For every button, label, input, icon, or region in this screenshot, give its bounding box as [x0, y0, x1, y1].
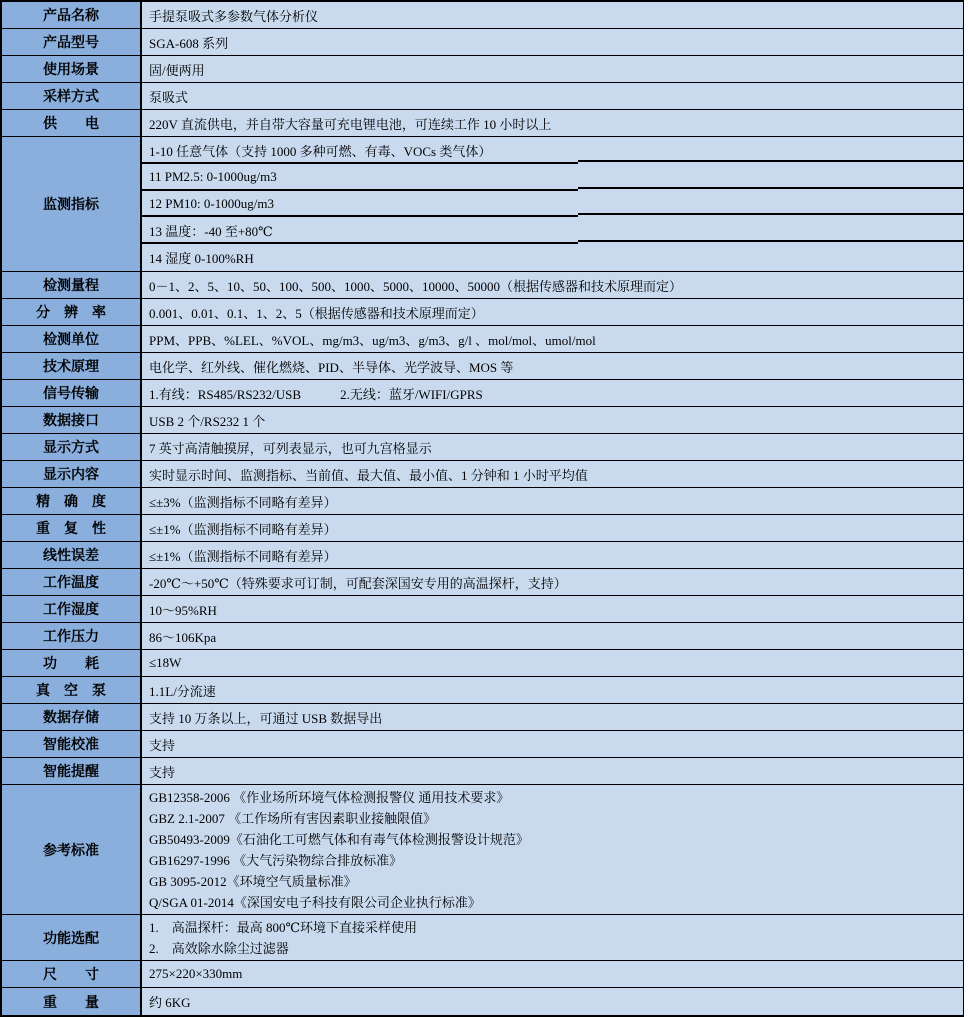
table-row: [2, 407, 963, 434]
table-row: [2, 961, 963, 988]
table-row: [2, 988, 963, 1015]
spec-line: GB 3095-2012《环境空气质量标准》: [149, 873, 357, 889]
row-value-cell: 86～106Kpa: [142, 623, 963, 649]
row-label-cell: 尺 寸: [2, 961, 142, 987]
row-value-cell: 固/便两用: [142, 56, 963, 82]
table-row: [2, 29, 963, 56]
spec-line: GBZ 2.1-2007 《工作场所有害因素职业接触限值》: [149, 810, 437, 826]
row-label-cell: 检测单位: [2, 326, 142, 352]
spec-line: Q/SGA 01-2014《深国安电子科技有限公司企业执行标准》: [149, 894, 481, 910]
row-value-cell: 支持: [142, 731, 963, 757]
spec-line: 2. 高效除水除尘过滤器: [149, 940, 289, 956]
row-label-cell: 智能提醒: [2, 758, 142, 784]
table-row: [2, 488, 963, 515]
table-row: [2, 515, 963, 542]
table-row: [2, 353, 963, 380]
row-label-cell: 产品型号: [2, 29, 142, 55]
table-row: [2, 272, 963, 299]
row-label-cell: 信号传输: [2, 380, 142, 406]
table-row: [2, 434, 963, 461]
row-label-cell: 功能选配: [2, 915, 142, 960]
row-label-cell: 数据接口: [2, 407, 142, 433]
row-value-cell: ≤±1%（监测指标不同略有差异）: [142, 515, 963, 541]
table-row: [2, 56, 963, 83]
row-label-cell: 使用场景: [2, 56, 142, 82]
table-row: [2, 704, 963, 731]
table-row: [2, 677, 963, 704]
row-value-cell: 支持: [142, 758, 963, 784]
row-label-cell: 工作压力: [2, 623, 142, 649]
table-row: [2, 137, 963, 272]
row-label-cell: 采样方式: [2, 83, 142, 109]
table-row: [2, 915, 963, 961]
row-value-cell: 1.有线：RS485/RS232/USB 2.无线：蓝牙/WIFI/GPRS: [142, 380, 963, 406]
row-value-cell: -20℃～+50℃（特殊要求可订制，可配套深国安专用的高温探杆，支持）: [142, 569, 963, 595]
row-label-cell: 重 复 性: [2, 515, 142, 541]
row-label-cell: 供 电: [2, 110, 142, 136]
row-value-cell: 电化学、红外线、催化燃烧、PID、半导体、光学波导、MOS 等: [142, 353, 963, 379]
monitor-item: 1-10 任意气体（支持 1000 多种可燃、有毒、VOCs 类气体）: [142, 137, 963, 164]
row-label-cell: 分 辨 率: [2, 299, 142, 325]
row-label-cell: 检测量程: [2, 272, 142, 298]
row-value-cell: SGA-608 系列: [142, 29, 963, 55]
row-label-cell: 技术原理: [2, 353, 142, 379]
monitor-item: 13 温度：-40 至+80℃: [142, 217, 963, 244]
row-label-cell: 线性误差: [2, 542, 142, 568]
row-value-cell: 10～95%RH: [142, 596, 963, 622]
monitor-item: 14 湿度 0-100%RH: [149, 251, 254, 267]
row-value-cell: [142, 137, 963, 271]
spec-line: GB50493-2009《石油化工可燃气体和有毒气体检测报警设计规范》: [149, 831, 529, 847]
row-label-cell: 数据存储: [2, 704, 142, 730]
row-label-cell: 重 量: [2, 988, 142, 1015]
row-label-cell: 显示内容: [2, 461, 142, 487]
row-value-cell: 0.001、0.01、0.1、1、2、5（根据传感器和技术原理而定）: [142, 299, 963, 325]
row-value-cell: 0－1、2、5、10、50、100、500、1000、5000、10000、50000（根据传感器和技术原理而定）: [142, 272, 963, 298]
row-value-cell: ≤±1%（监测指标不同略有差异）: [142, 542, 963, 568]
table-row: [2, 110, 963, 137]
row-label-cell: 精 确 度: [2, 488, 142, 514]
row-value-cell: ≤±3%（监测指标不同略有差异）: [142, 488, 963, 514]
row-value-cell: [142, 785, 963, 914]
row-label-cell: 产品名称: [2, 2, 142, 28]
row-value-cell: 1.1L/分流速: [142, 677, 963, 703]
table-row: [2, 326, 963, 353]
row-value-cell: 泵吸式: [142, 83, 963, 109]
table-row: [2, 650, 963, 677]
monitor-item: 12 PM10: 0-1000ug/m3: [142, 191, 963, 218]
table-row: [2, 461, 963, 488]
table-row: [2, 569, 963, 596]
spec-line: 1. 高温探杆：最高 800℃环境下直接采样使用: [149, 919, 418, 935]
row-label-cell: 真 空 泵: [2, 677, 142, 703]
row-value-cell: PPM、PPB、%LEL、%VOL、mg/m3、ug/m3、g/m3、g/l 、mol/mol、umol/mol: [142, 326, 963, 352]
row-value-cell: ≤18W: [142, 650, 963, 676]
table-row: [2, 785, 963, 915]
table-row: [2, 542, 963, 569]
row-value-cell: 275×220×330mm: [142, 961, 963, 987]
monitor-item: 11 PM2.5: 0-1000ug/m3: [142, 164, 963, 191]
row-value-cell: 实时显示时间、监测指标、当前值、最大值、最小值、1 分钟和 1 小时平均值: [142, 461, 963, 487]
row-label-cell: 功 耗: [2, 650, 142, 676]
row-value-cell: USB 2 个/RS232 1 个: [142, 407, 963, 433]
table-row: [2, 758, 963, 785]
table-row: [2, 731, 963, 758]
row-value-cell: 支持 10 万条以上，可通过 USB 数据导出: [142, 704, 963, 730]
table-row: [2, 299, 963, 326]
row-label-cell: 工作温度: [2, 569, 142, 595]
row-label-cell: 参考标准: [2, 785, 142, 914]
table-row: [2, 623, 963, 650]
row-value-cell: 约 6KG: [142, 988, 963, 1015]
row-label-cell: 工作湿度: [2, 596, 142, 622]
row-value-cell: [142, 915, 963, 960]
row-value-cell: 220V 直流供电，并自带大容量可充电锂电池，可连续工作 10 小时以上: [142, 110, 963, 136]
row-value-cell: 手提泵吸式多参数气体分析仪: [142, 2, 963, 28]
row-label-cell: 显示方式: [2, 434, 142, 460]
row-value-cell: 7 英寸高清触摸屏，可列表显示，也可九宫格显示: [142, 434, 963, 460]
table-row: [2, 2, 963, 29]
row-label-cell: 智能校准: [2, 731, 142, 757]
spec-line: GB16297-1996 《大气污染物综合排放标准》: [149, 852, 403, 868]
row-label-cell: 监测指标: [2, 137, 142, 271]
table-row: [2, 83, 963, 110]
spec-line: GB12358-2006 《作业场所环境气体检测报警仪 通用技术要求》: [149, 789, 510, 805]
table-row: [2, 380, 963, 407]
table-row: [2, 596, 963, 623]
